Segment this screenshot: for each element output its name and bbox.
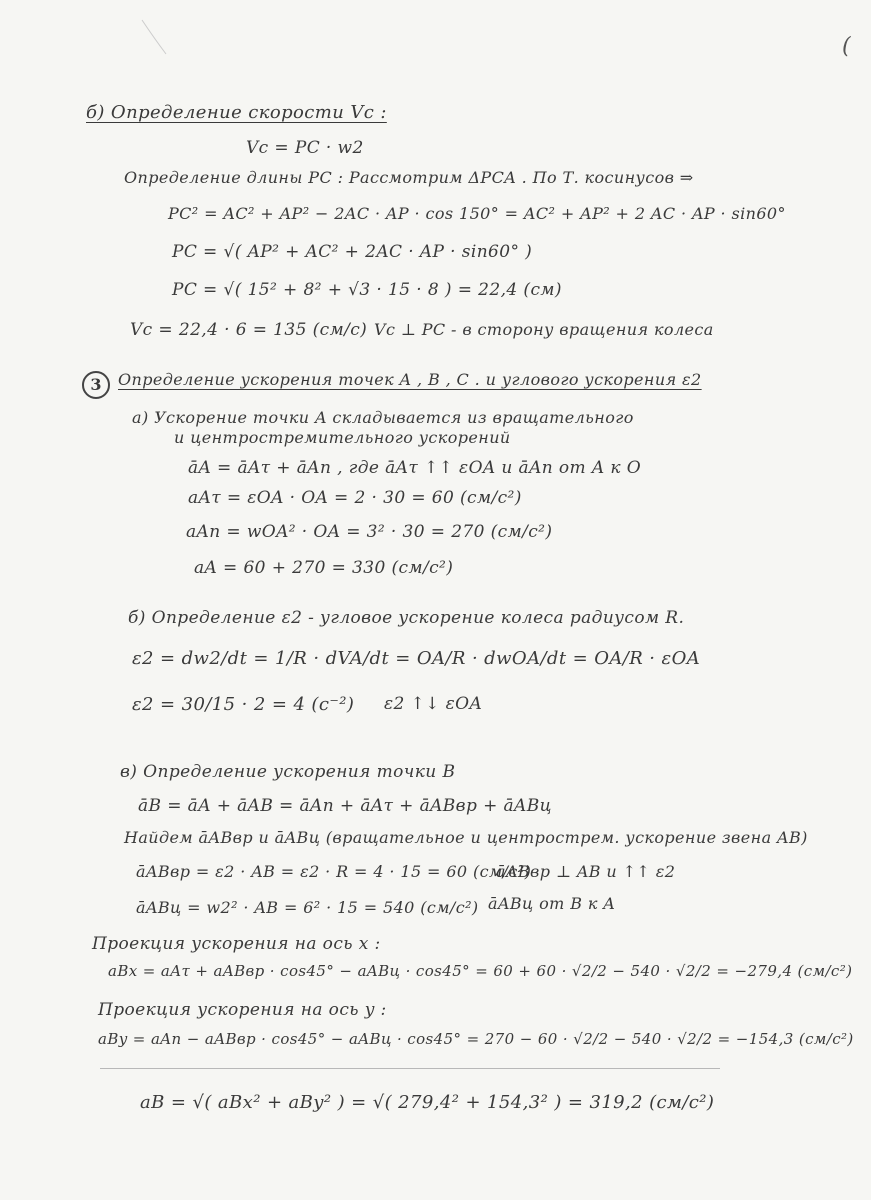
eps-equation-2: ε2 = 30/15 · 2 = 4 (с⁻²): [132, 694, 355, 715]
projection-x-equation: aBx = aAτ + aABвр · cos45° − aABц · cos45° = 60 + 60 · √2/2 − 540 · √2/2 = −279,4 (см/с²): [108, 962, 853, 980]
aa-total: aA = 60 + 270 = 330 (см/с²): [194, 558, 454, 578]
pc-intro: Определение длины PC : Рассмотрим ΔPCA . По Т. косинусов ⇒: [124, 168, 694, 187]
pc-equation-3: PC = √( 15² + 8² + √3 · 15 · 8 ) = 22,4 (см): [172, 280, 562, 300]
part-a-line-1: а) Ускорение точки A складывается из вращательного: [132, 408, 634, 427]
aa-normal: aAn = wOA² · OA = 3² · 30 = 270 (см/с²): [186, 522, 553, 542]
eps-equation-1: ε2 = dw2/dt = 1/R · dVA/dt = OA/R · dwOA/dt = OA/R · εOA: [132, 648, 701, 669]
eps-direction: ε2 ↑↓ εOA: [384, 694, 483, 714]
vc-direction: Vc ⊥ PC - в сторону вращения колеса: [374, 320, 714, 339]
projection-x-label: Проекция ускорения на ось x :: [92, 934, 381, 954]
separator-line: [100, 1068, 720, 1069]
a-centripetal-direction: āABц от B к A: [488, 894, 616, 913]
section-number: 3: [82, 371, 110, 399]
projection-y-equation: aBy = aAn − aABвр · cos45° − aABц · cos45° = 270 − 60 · √2/2 − 540 · √2/2 = −154,3 (см/с²): [98, 1030, 854, 1048]
pencil-stroke-icon: [140, 18, 170, 58]
a-centripetal: āABц = w2² · AB = 6² · 15 = 540 (см/с²): [136, 898, 479, 917]
find-components: Найдем āABвр и āABц (вращательное и центрострем. ускорение звена AB): [124, 828, 808, 847]
velocity-heading: б) Определение скорости Vc :: [86, 102, 387, 123]
eps-heading: б) Определение ε2 - угловое ускорение колеса радиусом R.: [128, 608, 685, 628]
pc-equation-1: PC² = AC² + AP² − 2AC · AP · cos 150° = AC² + AP² + 2 AC · AP · sin60°: [168, 204, 786, 223]
accel-heading: Определение ускорения точек A , B , C . и углового ускорения ε2: [118, 370, 702, 389]
a-rotational-direction: āABвр ⊥ AB и ↑↑ ε2: [496, 862, 676, 881]
part-a-line-2: и центростремительного ускорений: [174, 428, 511, 447]
vc-value: Vc = 22,4 · 6 = 135 (см/с): [130, 320, 368, 340]
projection-y-label: Проекция ускорения на ось y :: [98, 1000, 387, 1020]
b-total-acceleration: aB = √( aBx² + aBy² ) = √( 279,4² + 154,3² ) = 319,2 (см/с²): [140, 1092, 715, 1113]
b-accel-heading: в) Определение ускорения точки B: [120, 762, 456, 782]
pc-equation-2: PC = √( AP² + AC² + 2AC · AP · sin60° ): [172, 242, 533, 262]
aa-vector-equation: āA = āAτ + āAn , где āAτ ↑↑ εOA и āAn от A к O: [188, 458, 642, 478]
b-vector-equation: āB = āA + āAB = āAn + āAτ + āABвр + āABц: [138, 796, 552, 816]
vc-formula: Vc = PC · w2: [246, 138, 364, 158]
a-rotational: āABвр = ε2 · AB = ε2 · R = 4 · 15 = 60 (см/с²): [136, 862, 532, 881]
corner-mark: (: [842, 34, 851, 59]
aa-tangential: aAτ = εOA · OA = 2 · 30 = 60 (см/с²): [188, 488, 522, 508]
